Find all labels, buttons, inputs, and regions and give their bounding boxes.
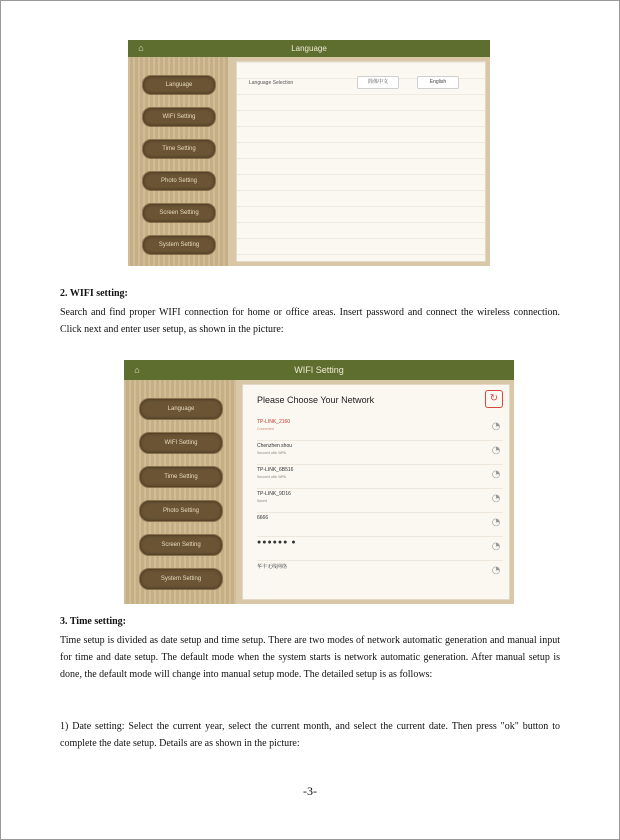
network-status: Connected (257, 427, 274, 431)
wifi-sidebar (124, 380, 236, 604)
wifi-panel (242, 384, 510, 600)
divider (257, 512, 503, 513)
network-name: Chenzhen shou (257, 443, 293, 449)
language-title-bar (128, 40, 490, 57)
menu-time-setting[interactable]: Time Setting (139, 466, 223, 488)
wifi-setting-heading: 2. WIFI setting: (60, 288, 128, 299)
wifi-screenshot (124, 360, 514, 604)
wifi-signal-icon: ◔ (491, 493, 501, 504)
divider (257, 488, 503, 489)
network-status: Secured with WPA (257, 451, 286, 455)
language-title: Language (291, 44, 327, 53)
home-icon[interactable]: ⌂ (138, 43, 144, 53)
menu-language[interactable]: Language (139, 398, 223, 420)
language-screenshot (128, 40, 490, 266)
refresh-icon[interactable]: ↻ (485, 390, 503, 408)
time-setting-heading: 3. Time setting: (60, 616, 127, 627)
wifi-signal-icon: ◔ (491, 565, 501, 576)
network-name: 6666 (257, 515, 269, 521)
network-name: TP-LINK_9D16 (257, 491, 291, 497)
menu-photo-setting[interactable]: Photo Setting (142, 171, 216, 191)
wifi-signal-icon: ◔ (491, 445, 501, 456)
network-item[interactable] (257, 515, 503, 537)
wifi-signal-icon: ◔ (491, 541, 501, 552)
network-status: Secured with WPA (257, 475, 286, 479)
chinese-button[interactable]: 简体中文 (357, 76, 399, 89)
divider (257, 560, 503, 561)
menu-photo-setting[interactable]: Photo Setting (139, 500, 223, 522)
menu-wifi-setting[interactable]: WIFI Setting (142, 107, 216, 127)
menu-system-setting[interactable]: System Setting (142, 235, 216, 255)
date-setting-body: 1) Date setting: Select the current year, select the current month, and select the current date. Then press "ok" button to complete the date setup. Details are as shown in the picture: (60, 721, 560, 749)
menu-wifi-setting[interactable]: WIFI Setting (139, 432, 223, 454)
network-name: TP-LINK_6B516 (257, 467, 294, 473)
language-panel (236, 61, 486, 262)
divider (257, 440, 503, 441)
wifi-title-bar (124, 360, 514, 380)
menu-screen-setting[interactable]: Screen Setting (142, 203, 216, 223)
divider (257, 464, 503, 465)
wifi-signal-icon: ◔ (491, 517, 501, 528)
network-status: Saved (257, 499, 267, 503)
page-number: -3- (303, 784, 317, 798)
menu-language[interactable]: Language (142, 75, 216, 95)
wifi-signal-icon: ◔ (491, 421, 501, 432)
menu-system-setting[interactable]: System Setting (139, 568, 223, 590)
divider (257, 536, 503, 537)
language-sidebar (128, 57, 228, 266)
network-item[interactable] (257, 443, 503, 465)
network-item[interactable] (257, 539, 503, 561)
menu-time-setting[interactable]: Time Setting (142, 139, 216, 159)
menu-screen-setting[interactable]: Screen Setting (139, 534, 223, 556)
network-name: 华丰无线网络 (257, 564, 288, 570)
wifi-signal-icon: ◔ (491, 469, 501, 480)
english-button[interactable]: English (417, 76, 459, 89)
network-item[interactable] (257, 491, 503, 513)
home-icon[interactable]: ⌂ (134, 365, 140, 375)
network-panel-title: Please Choose Your Network (257, 395, 375, 405)
wifi-title: WIFI Setting (294, 365, 344, 375)
language-selection-label: Language Selection (249, 80, 294, 86)
time-setting-body: Time setup is divided as date setup and time setup. There are two modes of network automatic generation and manual input for time and date setup. The default mode when the system starts is network automatic generation. After manual setup is done, the default mode will change into manual setup mode. The detailed setup is as follows: (60, 635, 560, 680)
network-name: TP-LINK_2160 (257, 419, 291, 425)
network-item[interactable] (257, 419, 503, 441)
network-item[interactable] (257, 563, 503, 585)
network-item[interactable] (257, 467, 503, 489)
wifi-setting-body: Search and find proper WIFI connection for home or office areas. Insert password and connect the wireless connection. Click next and enter user setup, as shown in the picture: (60, 307, 560, 335)
network-name: ●●●●●● ● (257, 539, 297, 546)
